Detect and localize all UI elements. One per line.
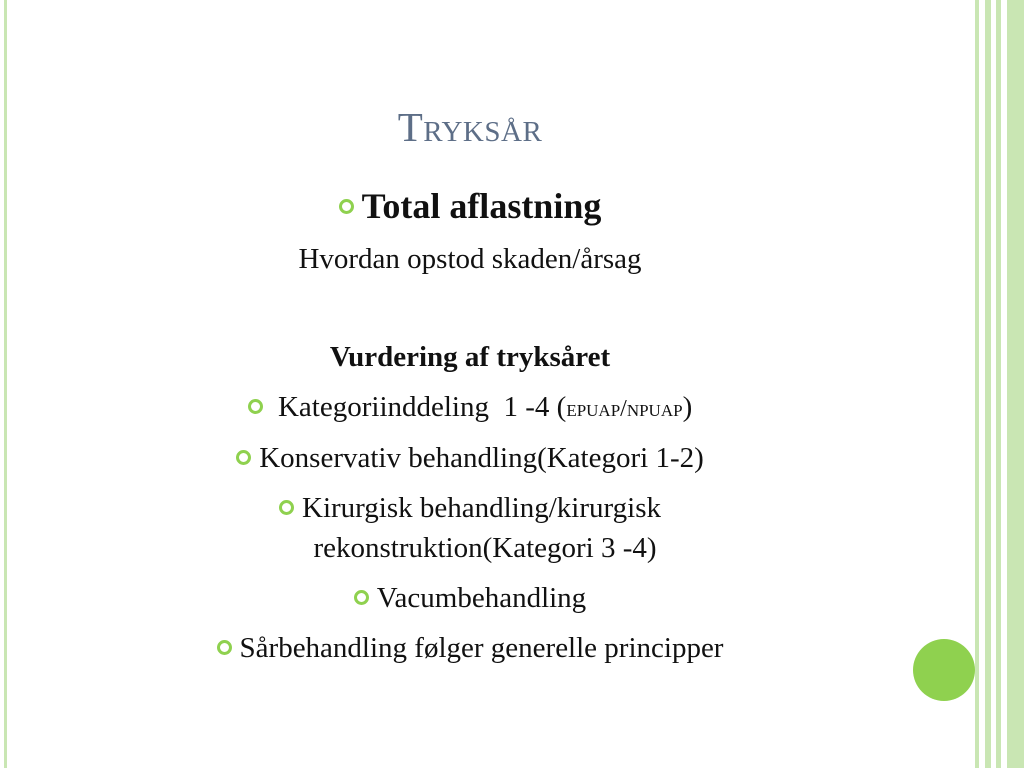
subheading: Hvordan opstod skaden/årsag [298, 243, 642, 275]
bullet-icon [248, 399, 263, 414]
list-item-suffix: ) [682, 391, 693, 423]
heading-line [0, 185, 940, 227]
right-decor-stripe [996, 0, 1001, 768]
list-item [0, 632, 940, 665]
list-item [0, 391, 940, 424]
list-item-continuation [0, 532, 940, 565]
list-item-text: rekonstruktion(Kategori 3 -4) [313, 532, 657, 564]
section-heading: Vurdering af tryksåret [329, 341, 611, 373]
bullet-icon [236, 450, 251, 465]
list-item-text: Konservativ behandling(Kategori 1-2) [259, 442, 704, 474]
bullet-icon [279, 500, 294, 515]
list-item [0, 492, 940, 525]
bullet-icon [354, 590, 369, 605]
bullet-icon [217, 640, 232, 655]
list-item-text: Kategoriinddeling 1 -4 ( [270, 391, 567, 423]
list-item [0, 442, 940, 475]
right-decor-stripe [1007, 0, 1024, 768]
heading-text: Total aflastning [361, 186, 602, 226]
right-decor-stripe [975, 0, 979, 768]
list-item-text: Sårbehandling følger generelle principper [239, 632, 724, 664]
list-item [0, 582, 940, 615]
list-item-abbr: epuap/npuap [566, 396, 683, 422]
bullet-icon [339, 199, 354, 214]
slide-title: Tryksår [397, 104, 543, 150]
list-item-text: Vacumbehandling [376, 582, 587, 614]
list-item-text: Kirurgisk behandling/kirurgisk [302, 492, 661, 524]
right-decor-stripe [985, 0, 991, 768]
